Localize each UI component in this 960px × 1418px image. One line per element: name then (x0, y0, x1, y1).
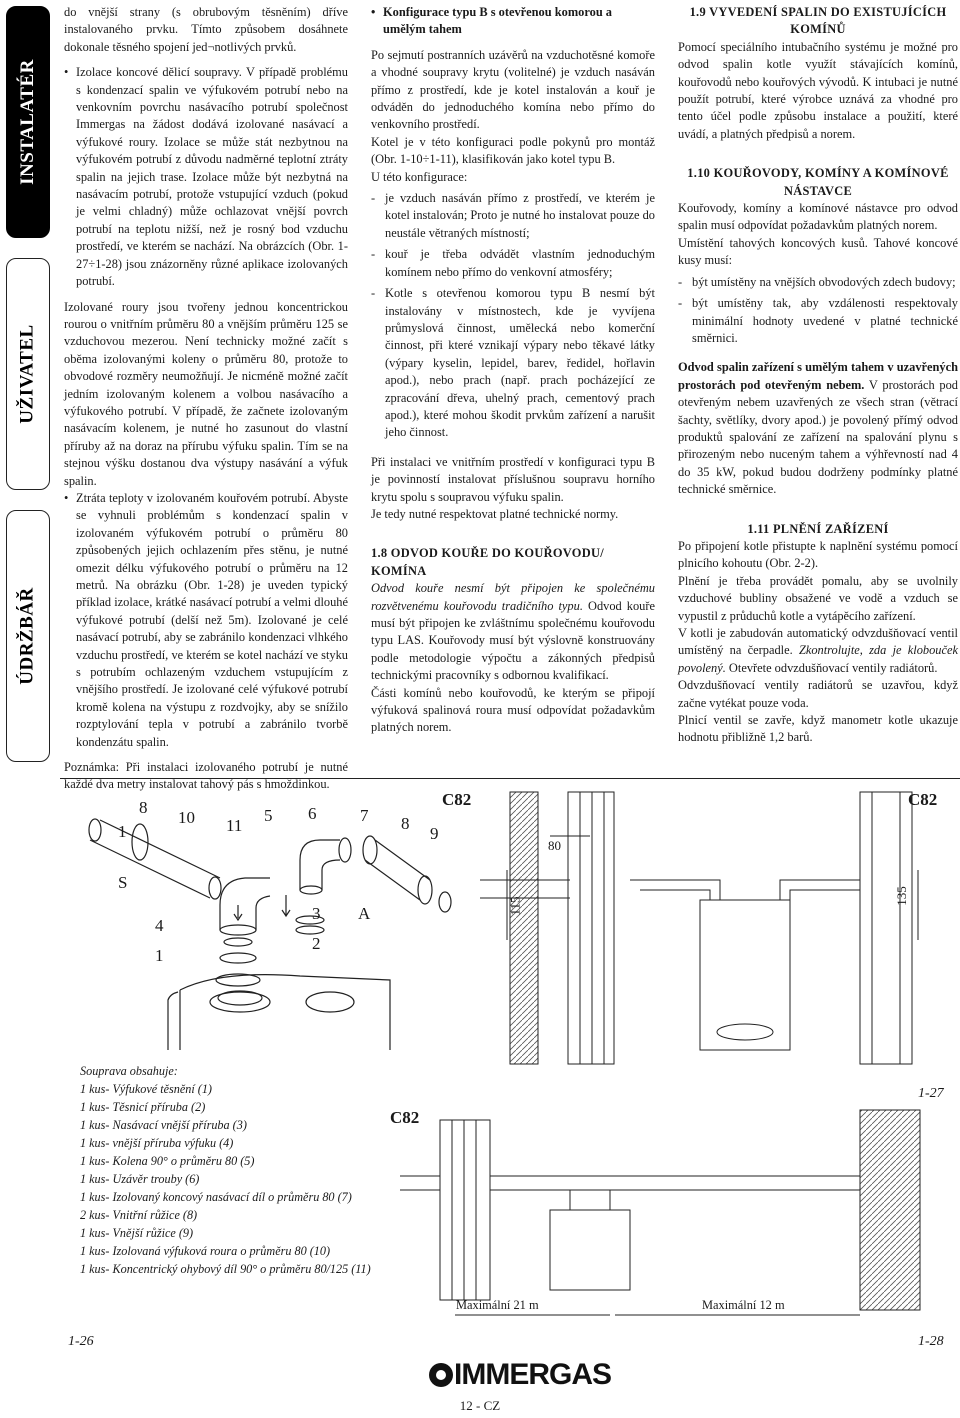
col3-paragraph: Plnění je třeba provádět pomalu, aby se uvolnily vzduchové bubliny obsažené ve vodě a vzduch se vypustil z průduchů kotle a vytápěcího zařízení. (678, 573, 958, 623)
col1-note: Poznámka: Při instalaci izolovaného potrubí je nutné každé dva metry instalovat tahový pás s hmoždinkou. (64, 760, 348, 792)
col3-dash-item: - být umístěny na vnějších obvodových zdech budovy; (678, 274, 958, 291)
legend-line: 1 kus- Izolovaný koncový nasávací díl o průměru 80 (7) (80, 1190, 352, 1204)
legend-line: 1 kus- Nasávací vnější příruba (3) (80, 1118, 247, 1132)
figure-1-28-drawing (380, 1100, 955, 1330)
legend-line: Souprava obsahuje: (80, 1064, 178, 1078)
callout-8b: 8 (401, 814, 410, 833)
col3-bold-text: Odvod spalin zařízení s umělým tahem v uzavřených prostorách pod otevřeným nebem. (678, 360, 958, 392)
col3-paragraph: Otevřete odvzdušňovací ventily radiátorů. (725, 660, 938, 675)
col3-paragraph: Pomocí speciálního intubačního systému je možné pro odvod spalin kotle využít stávajících komínů, kouřovodů nebo kouřových vývodů. K intubaci je nutné použít potrubí, které výrobce uznává za vhodné pro tento účel podle způsobu instalace a použití, které uvádí, a platných předpisů a norem. (678, 39, 958, 141)
col1-bullet-temperature-loss: • Ztráta teploty v izolovaném kouřovém potrubí. Abyste se vyhnuli problémům s kondenzací spalin v izolovaném výfukovém potrubí o průměru 80 způsobených jejich ochlazením přes stěnu, je nutné omezit délku výfukového potrubí o průměru na 12 metrů. Na obrázku (Obr. 1-28) je uveden typický příklad izolace, krátké nasávací potrubí a velmi dlouhé výfukové potrubí (delší než 5m). Izolované je celé nasávací potrubí, aby se zabránilo kondenzaci vlhkého vzduchu prostředí, ve kterém se kotel nachází ve styku s potrubím ochlazeným vzduchem vstupujícím z vnějšího prostředí. Je izolované celé výfukové potrubí kromě kolena na výstupu z rozdvojky, aby se snížilo rozptylování tepla v potrubí a zabránilo tvorbě kondenzátu spalin. (64, 490, 348, 751)
dim-80: 80 (548, 838, 561, 853)
callout-S: S (118, 873, 128, 892)
col1-paragraph: Izolované roury jsou tvořeny jednou koncentrickou rourou o vnitřním průměru 80 a vnějším průměru 125 se vzduchovou mezerou. Není technicky možné začít s oběma izolovanými koleny o průměru 80, protože to obvodové rozměry neumožňují. Je nicméně možné začít jedním izolovaným kolenem a volbou nasávacího a výfukového potrubí. V případě, že začnete izolovaným nasávacím kolenem, je nutné ho zasunout do vlastní příruby až na doraz na přírubu výfuku spalin. Tím se na stejnou výšku dostanou dva výstupy nasávání a výfuk spalin. (64, 299, 348, 488)
figure-label-c82-bottom: C82 (390, 1108, 420, 1127)
callout-3: 3 (312, 904, 321, 923)
immergas-logo-mark (428, 1362, 454, 1388)
section-heading-1-8: 1.8 ODVOD KOUŘE DO KOUŘOVODU/ KOMÍNA (371, 546, 604, 578)
figure-id-1-27: 1-27 (918, 1086, 944, 1101)
col2-dash-item: - kouř je třeba odvádět vlastním jednoduchým komínem nebo přímo do venkovní atmosféry; (371, 246, 655, 281)
col3-paragraph: V kotli je zabudován automatický odvzdušňovací ventil umístěný na čerpadle. (678, 626, 958, 658)
col2-paragraph: U této konfigurace: (371, 169, 468, 184)
figure-id-1-26: 1-26 (68, 1334, 94, 1349)
legend-line: 1 kus- Vnější růžice (9) (80, 1226, 194, 1240)
column-2 (371, 4, 655, 737)
tab-user-label: UŽIVATEL (17, 324, 39, 424)
col3-paragraph: Po připojení kotle přistupte k naplnění systému pomocí plnicího kohoutu (Obr. 2-2). (678, 538, 958, 571)
col2-paragraph: Při instalaci ve vnitřním prostředí v konfiguraci typu B je povinností instalovat příslušnou soupravu horního krytu spolu s soupravou výfuku spalin. (371, 454, 655, 504)
legend-line: 1 kus- Uzávěr trouby (6) (80, 1172, 200, 1186)
immergas-logo-text: IMMERGAS (454, 1358, 611, 1391)
callout-4: 4 (155, 916, 164, 935)
col2-paragraph: Odvod kouře musí být připojen ke zvláštnímu společnému kouřovodu typu LAS. Kouřovody musí být výslovně konstruovány podle metodologie výpočtu a zákonných předpisů technickými pracovníky s odbornou kvalifikací. (371, 598, 656, 683)
section-heading-1-10: 1.10 KOUŘOVODY, KOMÍNY A KOMÍNOVÉ NÁSTAVCE (687, 166, 949, 198)
figure-separator-top (60, 778, 960, 779)
col2-paragraph: Kotel je v této konfiguraci podle pokynů pro montáž (Obr. 1-10÷1-11), klasifikován jako kotel typu B. (371, 134, 655, 167)
callout-9: 9 (430, 824, 439, 843)
column-3 (678, 4, 958, 747)
tab-installer (6, 6, 50, 238)
tab-maintainer (6, 510, 50, 762)
callout-8: 8 (139, 798, 148, 817)
kit-legend (80, 1062, 371, 1278)
col3-paragraph: V prostorách pod otevřeným nebem uzavřených ze všech stran (větrací šachty, světlíky, dvory apod.) je povolený přímý odvod produktů spalování ze zařízení na spalování plynu s přirozeným nebo nuceným tahem a výhřevností nad 4 do 35 kW, pokud budou dodrženy podmínky platné technické směrnice. (678, 377, 958, 497)
label-max-21m: Maximální 21 m (456, 1298, 539, 1312)
callout-10: 10 (178, 808, 195, 827)
col1-bullet-insulation: • Izolace koncové dělicí soupravy. V případě problému s kondenzací spalin ve výfukovém potrubí nebo na venkovním povrchu nasávacího potrubí společnost Immergas na žádost dodává izolované nasávací a výfukové roury. Izolace se může stát nezbytnou na výfukovém potrubí z důvodu nadměrné teplotní ztráty spalin na jejich trase. Izolace může být nezbytná na nasávacím potrubí, protože vstupující vzduch (pokud je velmi chladný) může ochlazovat vnější povrch potrubí na teplotu nižší, než je rosný bod vzduchu prostředí, ve kterém se nachází. Na obrázcích (Obr. 1-27÷1-28) jsou znázorněny různé aplikace izolovaných potrubí. (64, 64, 348, 290)
callout-11: 11 (226, 816, 243, 835)
figure-label-c82-top: C82 (442, 790, 472, 809)
col3-paragraph: Odvzdušňovací ventily radiátorů se uzavřou, když začne vytékat pouze voda. (678, 678, 958, 710)
label-max-12m: Maximální 12 m (702, 1298, 785, 1312)
col3-paragraph: Plnicí ventil se zavře, když manometr kotle ukazuje hodnotu přibližně 1,2 barů. (678, 713, 958, 745)
dim-115: 115 (507, 896, 523, 916)
col3-paragraph: Umístění tahových koncových kusů. Tahové koncové kusy musí: (678, 235, 958, 268)
legend-line: 1 kus- Kolena 90° o průměru 80 (5) (80, 1154, 255, 1168)
col2-paragraph: Části komínů nebo kouřovodů, ke kterým se připojí výfuková spalinová roura musí odpovídat požadavkům platných norem. (371, 685, 655, 735)
tab-maintainer-label: ÚDRŽBÁŘ (17, 587, 39, 685)
legend-line: 1 kus- Těsnicí příruba (2) (80, 1100, 206, 1114)
figure-label-c82-right: C82 (908, 790, 938, 809)
legend-line: 1 kus- vnější příruba výfuku (4) (80, 1136, 234, 1150)
legend-line: 2 kus- Vnitřní růžice (8) (80, 1208, 198, 1222)
col2-dash-item: - Kotle s otevřenou komorou typu B nesmí být instalovány v místnostech, kde je vyvíjena průmyslová činnost, umělecká nebo komerční činnost, při které vznikají výpary nebo těkavé látky (výpary kyselin, lepidel, barev, ředidel, hořlavin apod.), nebo prach (např. prach pocházející ze zpracování dřeva, uhelný prach, cementový prach apod.), které mohou škodit prvkům zařízení a narušit jeho činnost. (371, 285, 655, 442)
callout-5: 5 (264, 806, 273, 825)
col2-paragraph: Je tedy nutné respektovat platné technické normy. (371, 506, 619, 521)
column-1 (64, 4, 348, 794)
section-heading-1-9: 1.9 VYVEDENÍ SPALIN DO EXISTUJÍCÍCH KOMÍNŮ (689, 5, 947, 37)
col2-dash-item: - je vzduch nasáván přímo z prostředí, ve kterém je kotel instalován; Proto je nutné ho instalovat pouze do neustále větraných místností; (371, 190, 655, 242)
tab-installer-label: INSTALATÉR (17, 59, 38, 185)
callout-1: 1 (118, 822, 127, 841)
figure-1-27-drawing (480, 780, 950, 1080)
legend-line: 1 kus- Výfukové těsnění (1) (80, 1082, 212, 1096)
col3-dash-item: - být umístěny tak, aby vzdálenosti respektovaly minimální hodnoty uvedené v platné technické směrnici. (678, 295, 958, 347)
col2-italic-text: Odvod kouře nesmí být připojen ke společnému rozvětvenému kouřovodu tradičního typu. (371, 581, 655, 613)
callout-6: 6 (308, 804, 317, 823)
legend-line: 1 kus- Izolovaná výfuková roura o průměru 80 (10) (80, 1244, 331, 1258)
legend-line: 1 kus- Koncentrický ohybový díl 90° o průměru 80/125 (11) (80, 1262, 371, 1276)
tab-user (6, 258, 50, 490)
col3-paragraph: Kouřovody, komíny a komínové nástavce pro odvod spalin musí odpovídat požadavkům platných norem. (678, 201, 958, 233)
dim-135: 135 (893, 886, 909, 906)
callout-1b: 1 (155, 946, 164, 965)
callout-2: 2 (312, 934, 321, 953)
immergas-logo (428, 1360, 611, 1390)
section-heading-1-11: 1.11 PLNĚNÍ ZAŘÍZENÍ (747, 521, 889, 536)
callout-A: A (358, 904, 371, 923)
col1-paragraph: do vnější strany (s obrubovým těsněním) dříve instalovaného prvku. Tímto způsobem dosáhnete dokonale těsného spojení jed¬notlivých prvků. (64, 5, 348, 54)
page-number: 12 - CZ (459, 1398, 501, 1413)
col2-heading-type-b: • Konfigurace typu B s otevřenou komorou a umělým tahem (371, 4, 655, 39)
col3-italic-text: Zkontrolujte, zda je klobouček povolený. (678, 643, 958, 675)
col2-paragraph: Po sejmutí postranních uzávěrů na vzduchotěsné komoře a vhodné soupravy krytu (volitelné) je vzduch nasáván přímo z prostředí, kde je kotel instalován a kouř je odváděn do jednoduchého komína nebo přímo do venkovního prostředí. (371, 47, 655, 132)
callout-7: 7 (360, 806, 369, 825)
figure-id-1-28: 1-28 (918, 1334, 944, 1349)
